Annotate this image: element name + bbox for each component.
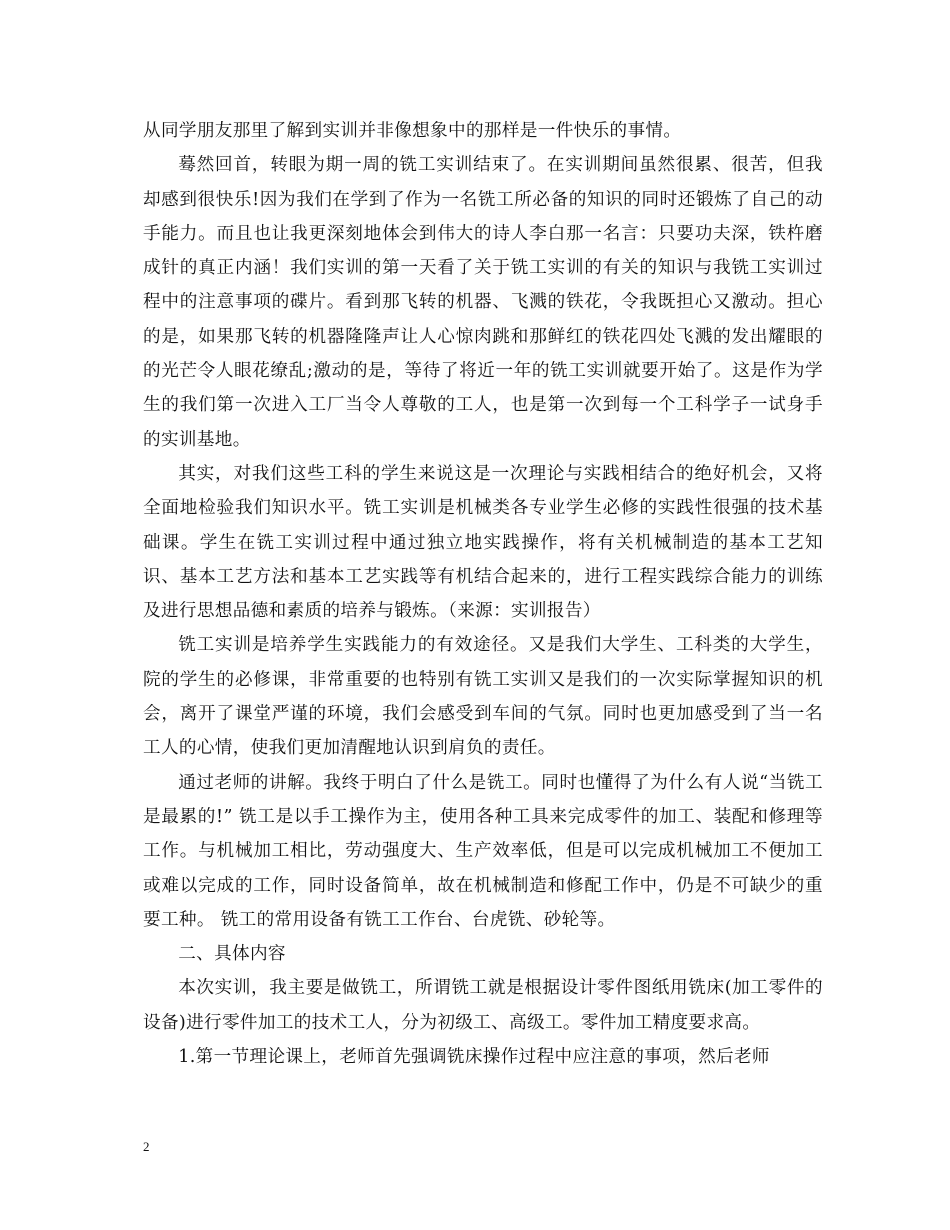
paragraph-7: 1.第一节理论课上，老师首先强调铣床操作过程中应注意的事项，然后老师 <box>178 1047 770 1068</box>
paragraph-4: 铣工实训是培养学生实践能力的有效途径。又是我们大学生、工科类的大学生，院的学生的必修课，非常重要的也特别有铣工实训又是我们的一次实际掌握知识的机会，离开了课堂严谨的环境，我们会感受到车间的气氛。同时也更加感受到了当一名工人的心情，使我们更加清醒地认识到肩负的责任。 <box>143 635 823 759</box>
paragraph-2: 蓦然回首，转眼为期一周的铣工实训结束了。在实训期间虽然很累、很苦，但我却感到很快乐!因为我们在学到了作为一名铣工所必备的知识的同时还锻炼了自己的动手能力。而且也让我更深刻地体会到伟大的诗人李白那一名言：只要功夫深，铁杵磨成针的真正内涵！我们实训的第一天看了关于铣工实训的有关的知识与我铣工实训过程中的注意事项的碟片。看到那飞转的机器、飞溅的铁花，令我既担心又激动。担心的是，如果那飞转的机器隆隆声让人心惊肉跳和那鲜红的铁花四处飞溅的发出耀眼的的光芒令人眼花缭乱;激动的是，等待了将近一年的铣工实训就要开始了。这是作为学生的我们第一次进入工厂当令人尊敬的工人，也是第一次到每一个工科学子一试身手的实训基地。 <box>143 155 823 450</box>
body-text <box>143 114 823 1074</box>
page-number: 2 <box>143 1139 150 1154</box>
paragraph-3: 其实，对我们这些工科的学生来说这是一次理论与实践相结合的绝好机会，又将全面地检验我们知识水平。铣工实训是机械类各专业学生必修的实践性很强的技术基础课。学生在铣工实训过程中通过独立地实践操作，将有关机械制造的基本工艺知识、基本工艺方法和基本工艺实践等有机结合起来的，进行工程实践综合能力的训练及进行思想品德和素质的培养与锻炼。（来源：实训报告） <box>143 463 823 622</box>
paragraph-6: 本次实训，我主要是做铣工，所谓铣工就是根据设计零件图纸用铣床(加工零件的设备)进行零件加工的技术工人，分为初级工、高级工。零件加工精度要求高。 <box>143 978 823 1033</box>
section-heading: 二、具体内容 <box>178 944 286 965</box>
paragraph-5: 通过老师的讲解。我终于明白了什么是铣工。同时也懂得了为什么有人说“当铣工是最累的!” 铣工是以手工操作为主，使用各种工具来完成零件的加工、装配和修理等工作。与机械加工相比，劳动强度大、生产效率低，但是可以完成机械加工不便加工或难以完成的工作，同时设备简单，故在机械制造和修配工作中，仍是不可缺少的重要工种。 铣工的常用设备有铣工工作台、台虎铣、砂轮等。 <box>143 772 823 930</box>
paragraph-1: 从同学朋友那里了解到实训并非像想象中的那样是一件快乐的事情。 <box>143 121 682 141</box>
